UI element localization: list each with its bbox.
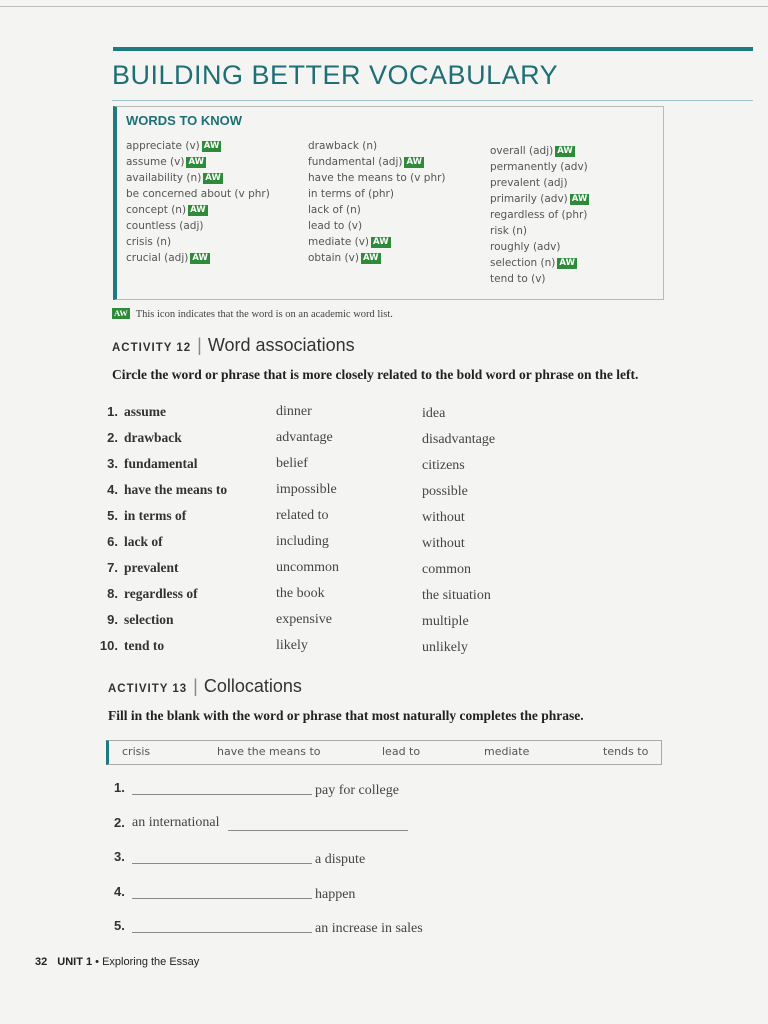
option-a[interactable]: including bbox=[276, 534, 329, 549]
fill-item-number: 2. bbox=[114, 815, 125, 830]
aw-badge-icon: AW bbox=[559, 258, 575, 268]
aw-badge-icon: AW bbox=[373, 237, 389, 247]
aw-badge-icon: AW bbox=[190, 205, 206, 215]
word-item: roughly (adv) bbox=[490, 241, 561, 253]
list-item: 5. in terms of bbox=[107, 508, 187, 523]
aw-note: AW This icon indicates that the word is on an academic word list. bbox=[114, 308, 393, 320]
aw-badge-icon: AW bbox=[114, 308, 128, 318]
fill-item-number: 1. bbox=[114, 780, 125, 795]
word-item: appreciate (v) AW bbox=[126, 140, 220, 152]
list-item: 6. lack of bbox=[107, 534, 163, 549]
fill-item-number: 5. bbox=[114, 918, 125, 933]
option-b[interactable]: without bbox=[422, 510, 465, 525]
aw-badge-icon: AW bbox=[406, 157, 423, 167]
word-item: lead to (v) bbox=[308, 220, 363, 232]
word-item: selection (n) AW bbox=[490, 257, 575, 269]
footer-unit: UNIT 1 bbox=[57, 956, 93, 968]
page-footer bbox=[35, 956, 199, 968]
option-b[interactable]: citizens bbox=[422, 458, 465, 473]
option-a[interactable]: expensive bbox=[276, 612, 332, 627]
fill-item-number: 3. bbox=[114, 849, 125, 864]
aw-badge-icon: AW bbox=[188, 157, 205, 167]
page-title: BUILDING BETTER VOCABULARY bbox=[112, 60, 559, 90]
fill-item-text: happen bbox=[315, 887, 356, 902]
option-a[interactable]: advantage bbox=[276, 430, 333, 445]
word-item: drawback (n) bbox=[308, 140, 378, 152]
word-item: assume (v) AW bbox=[126, 156, 205, 168]
option-a[interactable]: the book bbox=[276, 586, 325, 601]
word-item: prevalent (adj) bbox=[490, 177, 568, 189]
word-column-1 bbox=[126, 138, 270, 266]
option-b[interactable]: disadvantage bbox=[422, 432, 496, 447]
footer-section: Exploring the Essay bbox=[102, 956, 200, 968]
fill-item-text: a dispute bbox=[315, 852, 366, 867]
activity-12-options-a bbox=[276, 404, 339, 664]
option-b[interactable]: common bbox=[422, 562, 471, 577]
activity-12-instruction: Circle the word or phrase that is more closely related to the bold word or phrase on the left. bbox=[112, 367, 639, 382]
activity-12-options-b bbox=[422, 406, 495, 666]
word-item: tend to (v) bbox=[490, 273, 546, 285]
fill-item-number: 4. bbox=[114, 884, 125, 899]
option-a[interactable]: impossible bbox=[276, 482, 337, 497]
list-item: 9. selection bbox=[107, 612, 174, 627]
word-item: fundamental (adj) AW bbox=[308, 156, 423, 168]
list-item: 10. tend to bbox=[99, 638, 165, 653]
list-item: 2. drawback bbox=[107, 430, 182, 445]
option-a[interactable]: likely bbox=[276, 638, 308, 653]
option-a[interactable]: related to bbox=[276, 508, 329, 523]
list-item: 8. regardless of bbox=[107, 586, 198, 601]
word-item: primarily (adv) AW bbox=[490, 193, 588, 205]
word-item: have the means to (v phr) bbox=[308, 172, 446, 184]
word-item: concept (n) AW bbox=[126, 204, 206, 216]
aw-badge-icon: AW bbox=[362, 253, 379, 263]
words-to-know-heading: WORDS TO KNOW bbox=[126, 113, 243, 128]
activity-12-heading: ACTIVITY 12 | Word associations bbox=[112, 335, 355, 355]
list-item: 7. prevalent bbox=[107, 560, 179, 575]
header-bar bbox=[113, 47, 753, 51]
aw-badge-icon: AW bbox=[203, 141, 220, 151]
word-item: in terms of (phr) bbox=[308, 188, 394, 200]
word-item: risk (n) bbox=[490, 225, 527, 237]
aw-badge-icon: AW bbox=[205, 173, 221, 183]
word-column-2 bbox=[308, 138, 446, 266]
option-b[interactable]: without bbox=[422, 536, 465, 551]
aw-badge-icon: AW bbox=[571, 194, 588, 204]
top-rule bbox=[0, 6, 768, 7]
word-item: regardless of (phr) bbox=[490, 209, 588, 221]
word-column-3 bbox=[490, 143, 589, 287]
word-item: be concerned about (v phr) bbox=[126, 188, 270, 200]
list-item: 3. fundamental bbox=[107, 456, 198, 471]
fill-item-text: an increase in sales bbox=[315, 921, 423, 936]
word-item: mediate (v) AW bbox=[308, 236, 389, 248]
word-item: crucial (adj) AW bbox=[126, 252, 208, 264]
fill-item-text: pay for college bbox=[315, 783, 399, 798]
activity-13-heading: ACTIVITY 13 | Collocations bbox=[108, 676, 302, 696]
fill-blank[interactable] bbox=[228, 830, 408, 831]
option-a[interactable]: dinner bbox=[276, 404, 312, 419]
option-a[interactable]: belief bbox=[276, 456, 308, 471]
page-number: 32 bbox=[35, 956, 48, 968]
fill-blank[interactable] bbox=[132, 898, 312, 899]
fill-blank[interactable] bbox=[132, 863, 312, 864]
option-b[interactable]: multiple bbox=[422, 614, 469, 629]
aw-badge-icon: AW bbox=[557, 146, 573, 156]
word-bank-item: tends to bbox=[603, 745, 649, 758]
word-item: availability (n) AW bbox=[126, 172, 221, 184]
fill-item-text: an international bbox=[132, 815, 220, 830]
word-item: lack of (n) bbox=[308, 204, 361, 216]
aw-badge-icon: AW bbox=[192, 253, 208, 263]
word-item: obtain (v) AW bbox=[308, 252, 379, 264]
word-item: countless (adj) bbox=[126, 220, 204, 232]
word-item: overall (adj) AW bbox=[490, 145, 573, 157]
word-item: permanently (adv) bbox=[490, 161, 588, 173]
option-b[interactable]: the situation bbox=[422, 588, 491, 603]
option-b[interactable]: unlikely bbox=[422, 640, 468, 655]
footer-bullet: • bbox=[95, 956, 100, 968]
activity-12-list bbox=[90, 403, 227, 663]
activity-13-instruction: Fill in the blank with the word or phrase that most naturally completes the phrase. bbox=[108, 708, 584, 723]
word-item: crisis (n) bbox=[126, 236, 172, 248]
option-a[interactable]: uncommon bbox=[276, 560, 339, 575]
option-b[interactable]: idea bbox=[422, 406, 446, 421]
title-rule bbox=[112, 100, 753, 101]
option-b[interactable]: possible bbox=[422, 484, 468, 499]
word-bank-item: mediate bbox=[484, 745, 530, 758]
list-item: 1. assume bbox=[107, 404, 167, 419]
fill-blank[interactable] bbox=[132, 794, 312, 795]
word-bank-item: lead to bbox=[382, 745, 421, 758]
word-bank-item: crisis bbox=[122, 745, 151, 758]
fill-blank[interactable] bbox=[132, 932, 312, 933]
word-bank-item: have the means to bbox=[217, 745, 321, 758]
list-item: 4. have the means to bbox=[107, 482, 228, 497]
